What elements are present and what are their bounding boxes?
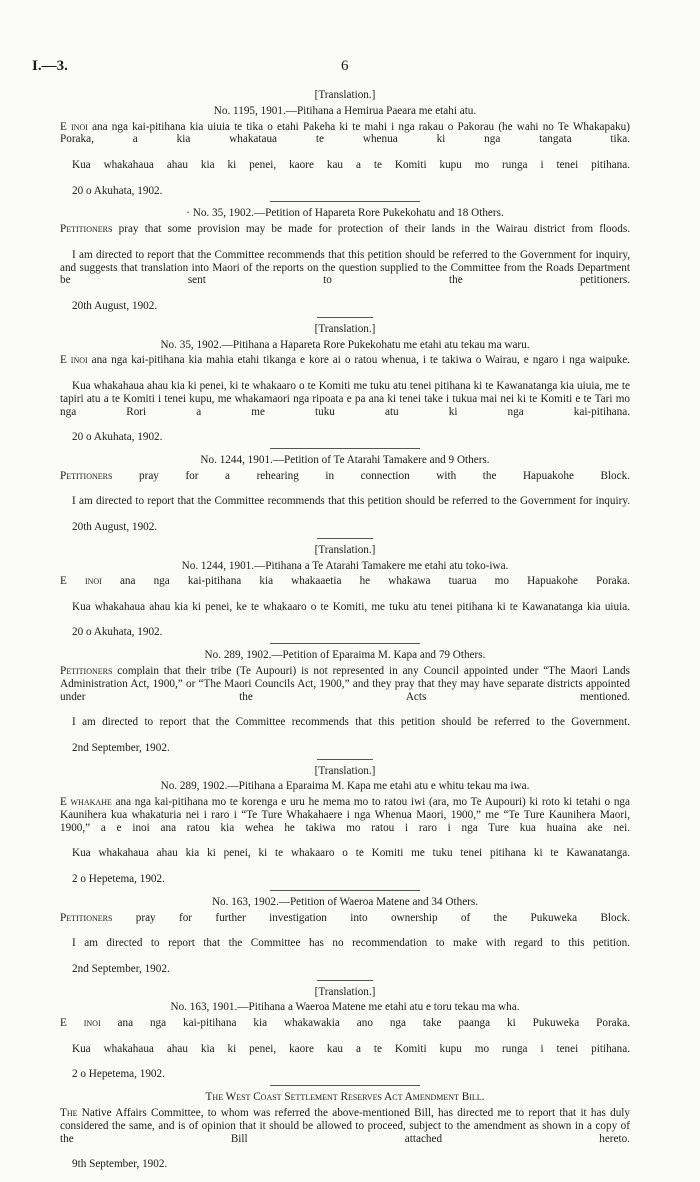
entry-translation xyxy=(60,544,630,640)
entry-body: pray for a rehearing in connection with the Hapuakohe Block. xyxy=(112,469,630,482)
lead-word: Petitioners xyxy=(60,223,113,236)
lead-word: Petitioners xyxy=(60,911,113,924)
entry-title: No. 1195, 1901.—Pitihana a Hemirua Paeara me etahi atu. xyxy=(213,104,477,117)
divider xyxy=(317,980,373,981)
entry-translation xyxy=(60,89,630,197)
entry-title: No. 1244, 1901.—Petition of Te Atarahi Tamakere and 9 Others. xyxy=(200,453,490,466)
entry-translation xyxy=(60,765,630,886)
divider xyxy=(270,643,420,644)
translation-label: [Translation.] xyxy=(314,89,376,101)
entry-body: ana nga kai-pitihana mo te korenga e uru he mema mo to ratou iwi (ara, mo Te Aupouri) ki roto ki tetahi o nga Kaunihera kua whakaturia nei i raro i “Te Ture Whakahaere i nga Whenua Maori, 1900,” me “Te Ture Kaunihera Maori, 1900,” a e inoi ana ratou kia wehea he takiwa mo ratou i raro i nga Ture kua huaina ake nei. xyxy=(60,796,630,834)
entry-petition xyxy=(60,207,630,312)
entry-date: 2 o Hepetema, 1902. xyxy=(72,873,165,886)
entry-body: ana nga kai-pitihana kia whakawakia ano nga take paanga ki Pukuweka Poraka. xyxy=(100,1017,630,1030)
lead-word: E inoi xyxy=(60,575,102,588)
translation-label: [Translation.] xyxy=(314,985,376,998)
entry-petition xyxy=(60,649,630,754)
entry-report: Kua whakahaua ahau kia ki penei, ki te whakaaro o te Komiti me tuku tenei pitihana ki te Kawanatanga. xyxy=(72,847,630,860)
section-reference: I.—3. xyxy=(32,58,68,74)
entry-report: Kua whakahaua ahau kia ki penei, kaore kau a te Komiti kupu mo runga i tenei pitihana. xyxy=(72,158,630,171)
entry-date: 20 o Akuhata, 1902. xyxy=(72,431,163,444)
entry-date: 2nd September, 1902. xyxy=(72,962,170,975)
translation-label: [Translation.] xyxy=(314,764,376,777)
entry-body: complain that their tribe (Te Aupouri) is not represented in any Council appointed under “The Maori Lands Administration Act, 1900,” or “The Maori Councils Act, 1900,” and they pray that they may have separate districts appointed under the Acts mentioned. xyxy=(60,665,630,703)
entry-petition xyxy=(60,896,630,976)
entry-title: No. 1244, 1901.—Pitihana a Te Atarahi Tamakere me etahi atu toko-iwa. xyxy=(181,559,509,572)
divider xyxy=(317,538,373,539)
entry-bill xyxy=(60,1091,630,1171)
entry-petition xyxy=(60,454,630,534)
bill-title: The West Coast Settlement Reserves Act Amendment Bill. xyxy=(205,1091,485,1104)
page-number: 6 xyxy=(341,58,349,74)
entry-title: No. 163, 1901.—Pitihana a Waeroa Matene me etahi atu e toru tekau ma wha. xyxy=(170,1001,520,1014)
entry-report: Kua whakahaua ahau kia ki penei, kaore kau a te Komiti kupu mo runga i tenei pitihana. xyxy=(72,1042,630,1055)
entry-date: 20 o Akuhata, 1902. xyxy=(72,184,163,197)
entry-title: · No. 35, 1902.—Petition of Hapareta Rore Pukekohatu and 18 Others. xyxy=(186,207,504,220)
entry-date: 9th September, 1902. xyxy=(72,1158,168,1171)
entry-body: ana nga kai-pitihana kia mahia etahi tikanga e kore ai o ratou whenua, i te takiwa o Wairau, e ngaro i nga waipuke. xyxy=(87,354,630,367)
divider xyxy=(270,201,420,202)
entry-title: No. 163, 1902.—Petition of Waeroa Matene and 34 Others. xyxy=(211,895,479,908)
entry-date: 20 o Akuhata, 1902. xyxy=(72,626,163,639)
lead-word: E whakahe xyxy=(60,796,112,809)
entry-body: Native Affairs Committee, to whom was referred the above-mentioned Bill, has directed me to report that it has duly considered the same, and is of opinion that it should be allowed to proceed, subject to the amendment as shown in a copy of the Bill attached hereto. xyxy=(60,1106,630,1145)
entry-date: 2 o Hepetema, 1902. xyxy=(72,1068,165,1081)
entry-report: Kua whakahaua ahau kia ki penei, ke te whakaaro o te Komiti, me tuku atu tenei pitihana ki te Kawanatanga kia uiuia. xyxy=(72,600,630,613)
entry-date: 2nd September, 1902. xyxy=(72,741,170,754)
entry-title: No. 35, 1902.—Pitihana a Hapareta Rore Pukekohatu me etahi atu tekau ma waru. xyxy=(160,338,530,351)
document-body xyxy=(60,89,630,1171)
lead-word: E inoi xyxy=(60,120,88,133)
entry-report: Kua whakahaua ahau kia ki penei, ki te whakaaro o te Komiti me tuku atu tenei pitihana ki te Kawanatanga kia uiuia, me te tapiri atu a te Komiti i tenei kupu, me whakamaori nga ripoata e pa ana ki tenei take i tukua mai nei ki te Komiti e te Tari mo nga Rori a me tuku atu ki nga kai-pitihana. xyxy=(60,379,630,418)
divider xyxy=(317,759,373,760)
divider xyxy=(270,448,420,449)
lead-word: Petitioners xyxy=(60,665,113,678)
entry-report: I am directed to report that the Committee recommends that this petition should be referred to the Government for inquiry. xyxy=(72,495,630,508)
entry-body: ana nga kai-pitihana kia whakaaetia he whakawa tuarua mo Hapuakohe Poraka. xyxy=(101,575,630,588)
entry-report: I am directed to report that the Committee recommends that this petition should be referred to the Government for inquiry, and suggests that translation into Maori of the reports on the question supplied to the Committee from the Roads Department be sent to the petitioners. xyxy=(60,248,630,287)
lead-word: Petitioners xyxy=(60,469,113,482)
divider xyxy=(270,1085,420,1086)
divider xyxy=(317,317,373,318)
entry-report: I am directed to report that the Committee has no recommendation to make with regard to this petition. xyxy=(72,937,630,950)
entry-date: 20th August, 1902. xyxy=(72,299,158,312)
translation-label: [Translation.] xyxy=(314,322,376,335)
divider xyxy=(270,890,420,891)
entry-body: pray for further investigation into ownership of the Pukuweka Block. xyxy=(112,911,630,924)
lead-word: The xyxy=(60,1106,78,1119)
entry-body: pray that some provision may be made for protection of their lands in the Wairau district from floods. xyxy=(112,223,630,236)
entry-translation xyxy=(60,323,630,444)
entry-date: 20th August, 1902. xyxy=(72,520,158,533)
entry-title: No. 289, 1902.—Pitihana a Eparaima M. Kapa me etahi atu e whitu tekau ma iwa. xyxy=(160,780,530,793)
entry-title: No. 289, 1902.—Petition of Eparaima M. Kapa and 79 Others. xyxy=(204,649,486,662)
entry-report: I am directed to report that the Committee recommends that this petition should be referred to the Government. xyxy=(72,716,630,729)
lead-word: E inoi xyxy=(60,1017,101,1030)
entry-translation xyxy=(60,986,630,1082)
entry-body: ana nga kai-pitihana kia uiuia te tika o etahi Pakeha ki te mahi i nga rakau o Pakorau (he wahi no Te Whakapaku) Poraka, a kia whakataua te whenua ki nga tangata tika. xyxy=(60,120,630,146)
translation-label: [Translation.] xyxy=(314,543,376,556)
lead-word: E inoi xyxy=(60,354,88,367)
